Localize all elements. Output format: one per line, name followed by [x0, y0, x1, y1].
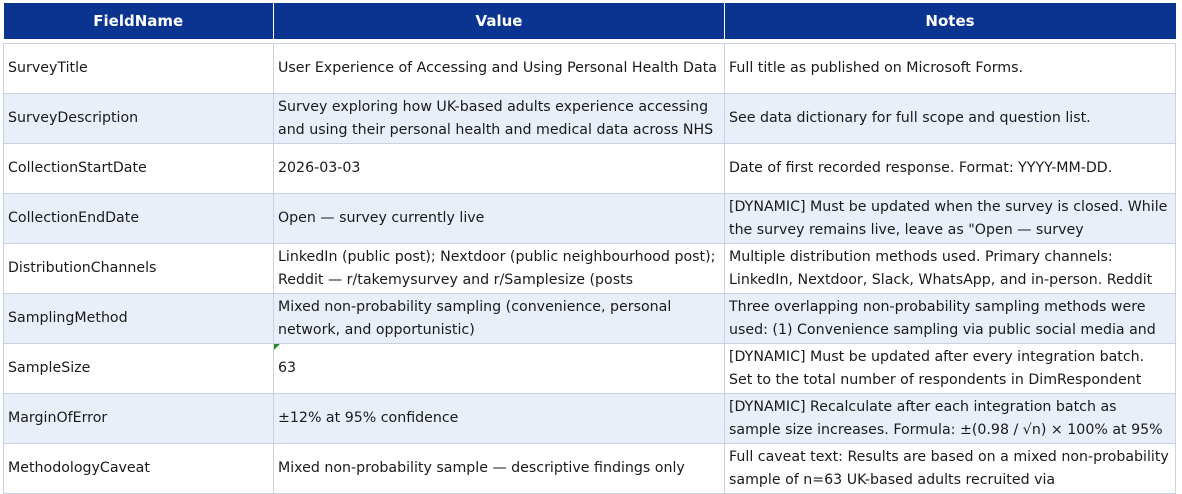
cell-text: SamplingMethod	[8, 310, 128, 326]
cell-field-name[interactable]	[4, 194, 274, 244]
cell-text: Date of first recorded response. Format: YYYY-MM-DD.	[729, 160, 1113, 176]
table-row	[4, 394, 1176, 444]
cell-value-with-comment-marker[interactable]	[274, 344, 725, 394]
cell-text: DistributionChannels	[8, 260, 157, 276]
cell-notes[interactable]	[725, 194, 1176, 244]
cell-field-name[interactable]	[4, 144, 274, 194]
metadata-table	[3, 3, 1176, 494]
cell-text: Full caveat text: Results are based on a mixed non-probability sample of n=63 UK-based adults recruited via	[729, 448, 1169, 488]
cell-value[interactable]	[274, 244, 725, 294]
column-header-value[interactable]: Value	[274, 3, 725, 39]
cell-text: Full title as published on Microsoft Forms.	[729, 60, 1024, 76]
cell-notes[interactable]	[725, 344, 1176, 394]
table-row	[4, 294, 1176, 344]
cell-text: LinkedIn (public post); Nextdoor (public neighbourhood post); Reddit — r/takemysurvey and r/Samplesize (posts	[278, 248, 716, 288]
cell-text: Mixed non-probability sample — descriptive findings only	[278, 460, 685, 476]
cell-notes[interactable]	[725, 444, 1176, 494]
cell-value[interactable]	[274, 444, 725, 494]
cell-value[interactable]	[274, 194, 725, 244]
cell-text: ±12% at 95% confidence	[278, 410, 459, 426]
cell-field-name[interactable]	[4, 294, 274, 344]
cell-text: Multiple distribution methods used. Primary channels: LinkedIn, Nextdoor, Slack, WhatsApp, and in-person. Reddit	[729, 248, 1153, 288]
cell-text: User Experience of Accessing and Using Personal Health Data	[278, 60, 717, 76]
cell-text: MethodologyCaveat	[8, 460, 150, 476]
table-row	[4, 94, 1176, 144]
column-header-notes[interactable]: Notes	[725, 3, 1176, 39]
cell-text: 2026-03-03	[278, 160, 361, 176]
cell-value[interactable]	[274, 394, 725, 444]
column-header-fieldname[interactable]: FieldName	[4, 3, 274, 39]
cell-text: [DYNAMIC] Must be updated when the survey is closed. While the survey remains live, leave as "Open — survey	[729, 198, 1168, 238]
cell-field-name[interactable]	[4, 244, 274, 294]
cell-notes[interactable]	[725, 244, 1176, 294]
cell-text: Survey exploring how UK-based adults experience accessing and using their personal health and medical data across NHS	[278, 98, 714, 138]
table-row	[4, 194, 1176, 244]
cell-notes[interactable]	[725, 394, 1176, 444]
cell-text: SurveyTitle	[8, 60, 88, 76]
cell-text: Mixed non-probability sampling (convenience, personal network, and opportunistic)	[278, 298, 672, 338]
cell-text: SampleSize	[8, 360, 91, 376]
cell-value[interactable]	[274, 94, 725, 144]
header-row	[4, 3, 1176, 39]
cell-field-name[interactable]	[4, 94, 274, 144]
cell-value[interactable]	[274, 44, 725, 94]
cell-field-name[interactable]	[4, 44, 274, 94]
cell-field-name[interactable]	[4, 394, 274, 444]
cell-text: CollectionEndDate	[8, 210, 140, 226]
cell-text: CollectionStartDate	[8, 160, 147, 176]
cell-text: Open — survey currently live	[278, 210, 485, 226]
cell-notes[interactable]	[725, 44, 1176, 94]
cell-text: See data dictionary for full scope and question list.	[729, 110, 1091, 126]
cell-notes[interactable]	[725, 294, 1176, 344]
table-row	[4, 244, 1176, 294]
cell-notes[interactable]	[725, 144, 1176, 194]
cell-field-name[interactable]	[4, 444, 274, 494]
table-row	[4, 144, 1176, 194]
cell-value[interactable]	[274, 294, 725, 344]
cell-text: SurveyDescription	[8, 110, 139, 126]
cell-text: [DYNAMIC] Recalculate after each integration batch as sample size increases. Formula: ±(0.98 / √n) × 100% at 95%	[729, 398, 1163, 438]
cell-notes[interactable]	[725, 94, 1176, 144]
cell-text: [DYNAMIC] Must be updated after every integration batch. Set to the total number of respondents in DimRespondent	[729, 348, 1145, 388]
cell-text: Three overlapping non-probability sampling methods were used: (1) Convenience sampling via public social media and	[729, 298, 1156, 338]
table-row	[4, 444, 1176, 494]
table-row	[4, 44, 1176, 94]
cell-value[interactable]	[274, 144, 725, 194]
cell-text: MarginOfError	[8, 410, 108, 426]
cell-field-name[interactable]	[4, 344, 274, 394]
cell-text: 63	[278, 360, 297, 376]
table-row	[4, 344, 1176, 394]
